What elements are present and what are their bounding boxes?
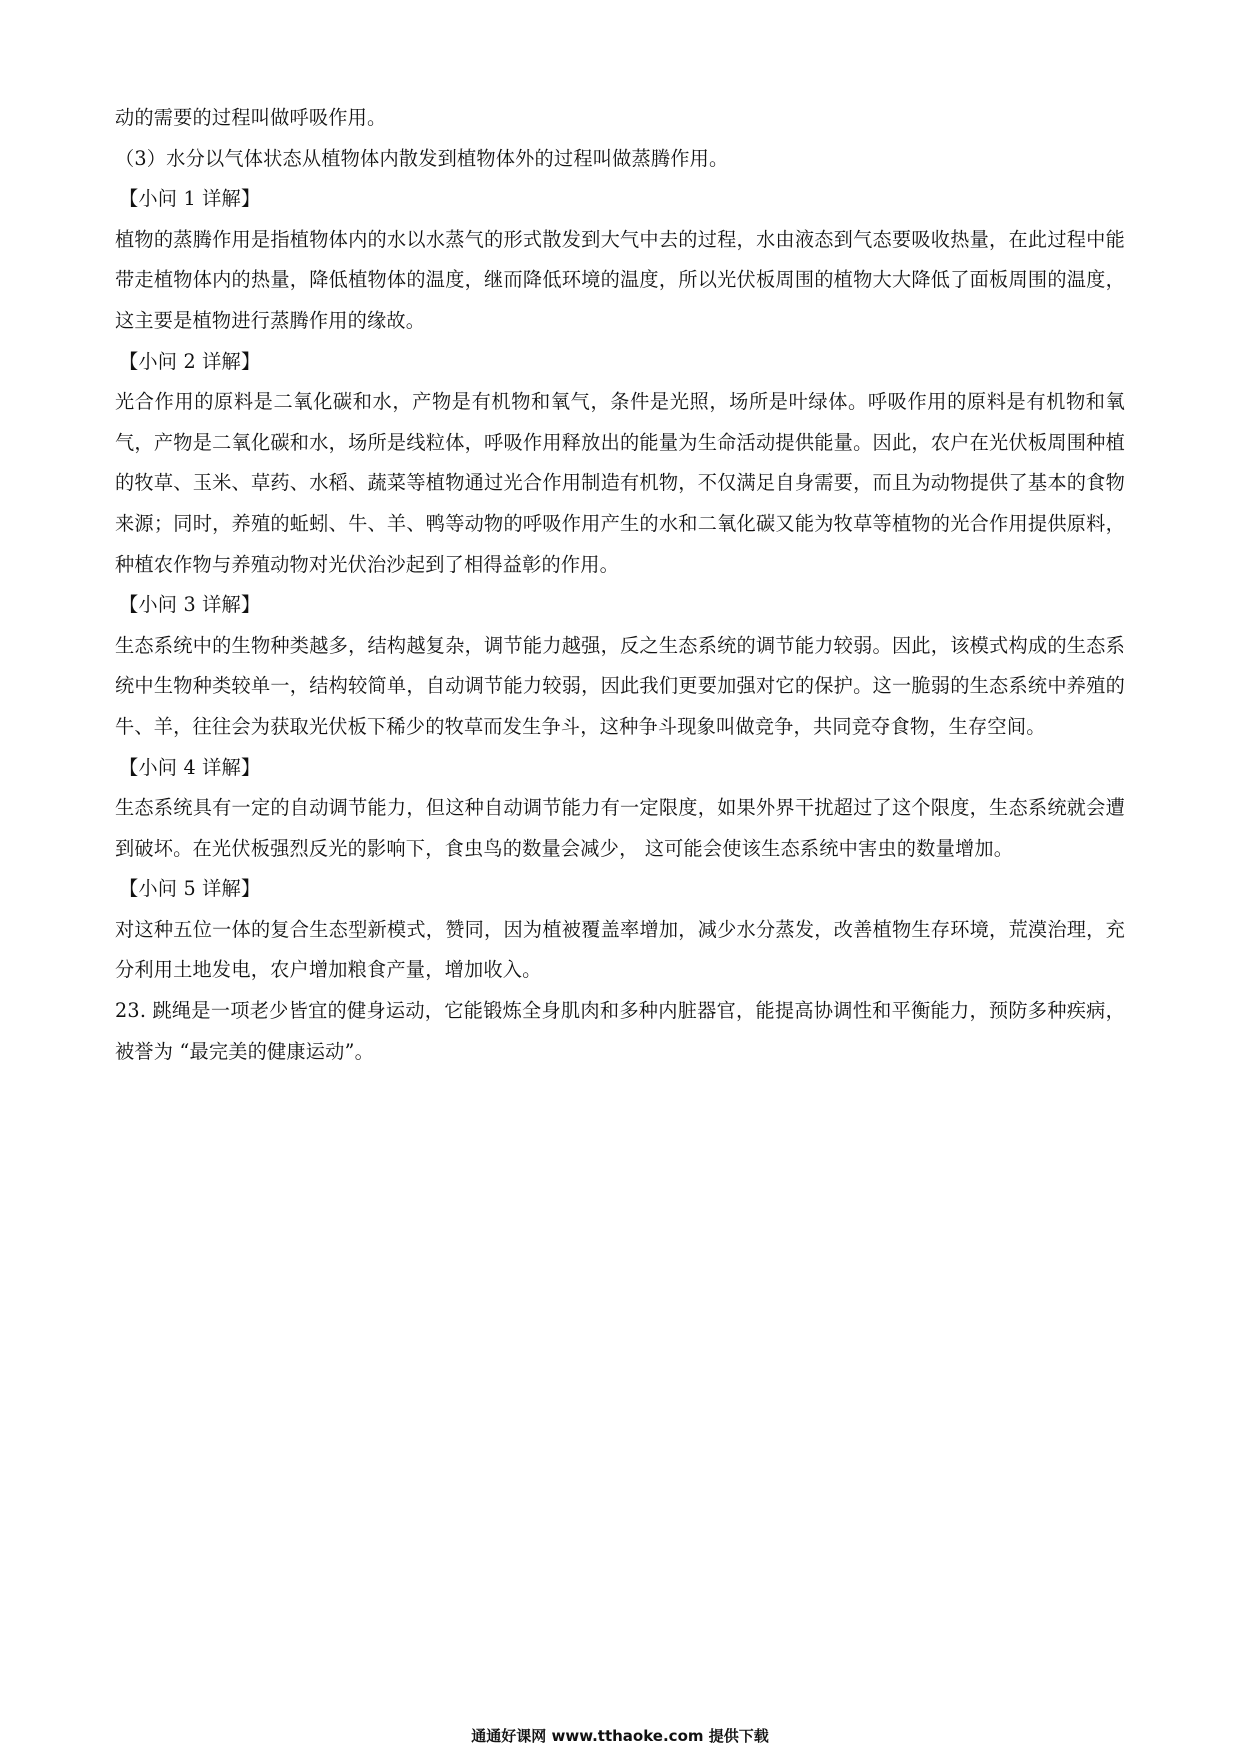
paragraph-question-23: 23. 跳绳是一项老少皆宜的健身运动，它能锻炼全身肌肉和多种内脏器官，能提高协调性和平衡能力，预防多种疾病，被誉为 “最完美的健康运动”。 [115, 999, 1125, 1063]
heading-question-4: 【小问 4 详解】 [119, 755, 261, 779]
paragraph-answer-2: 光合作用的原料是二氧化碳和水，产物是有机物和氧气，条件是光照，场所是叶绿体。呼吸作用的原料是有机物和氧气，产物是二氧化碳和水，场所是线粒体，呼吸作用释放出的能量为生命活动提供能量。因此，农户在光伏板周围种植的牧草、玉米、草药、水稻、蔬菜等植物通过光合作用制造有机物，不仅满足自身需要，而且为动物提供了基本的食物来源；同时，养殖的蚯蚓、牛、羊、鸭等动物的呼吸作用产生的水和二氧化碳又能为牧草等植物的光合作用提供原料，种植农作物与养殖动物对光伏治沙起到了相得益彰的作用。 [115, 390, 1125, 576]
paragraph-continuation: 动的需要的过程叫做呼吸作用。 [115, 106, 387, 129]
heading-question-5: 【小问 5 详解】 [119, 877, 261, 901]
paragraph-answer-3: 生态系统中的生物种类越多，结构越复杂，调节能力越强，反之生态系统的调节能力较弱。因此，该模式构成的生态系统中生物种类较单一，结构较简单，自动调节能力较弱，因此我们更要加强对它的保护。这一脆弱的生态系统中养殖的牛、羊，往往会为获取光伏板下稀少的牧草而发生争斗，这种争斗现象叫做竞争，共同竞夺食物，生存空间。 [115, 633, 1125, 738]
paragraph-answer-5: 对这种五位一体的复合生态型新模式，赞同，因为植被覆盖率增加，减少水分蒸发，改善植物生存环境，荒漠治理，充分利用土地发电，农户增加粮食产量，增加收入。 [115, 917, 1125, 982]
heading-question-3: 【小问 3 详解】 [119, 593, 261, 617]
document-body [115, 98, 1125, 1072]
page-footer: 通通好课网 www.tthaoke.com 提供下载 [471, 1727, 769, 1745]
heading-question-2: 【小问 2 详解】 [119, 349, 261, 373]
paragraph-answer-4: 生态系统具有一定的自动调节能力，但这种自动调节能力有一定限度，如果外界干扰超过了这个限度，生态系统就会遭到破坏。在光伏板强烈反光的影响下，食虫鸟的数量会减少， 这可能会使该生态系统中害虫的数量增加。 [115, 796, 1125, 860]
paragraph-answer-1: 植物的蒸腾作用是指植物体内的水以水蒸气的形式散发到大气中去的过程，水由液态到气态要吸收热量，在此过程中能带走植物体内的热量，降低植物体的温度，继而降低环境的温度，所以光伏板周围的植物大大降低了面板周围的温度，这主要是植物进行蒸腾作用的缘故。 [115, 227, 1125, 332]
heading-question-1: 【小问 1 详解】 [119, 187, 261, 211]
paragraph-transpiration-definition: （3）水分以气体状态从植物体内散发到植物体外的过程叫做蒸腾作用。 [115, 146, 729, 170]
